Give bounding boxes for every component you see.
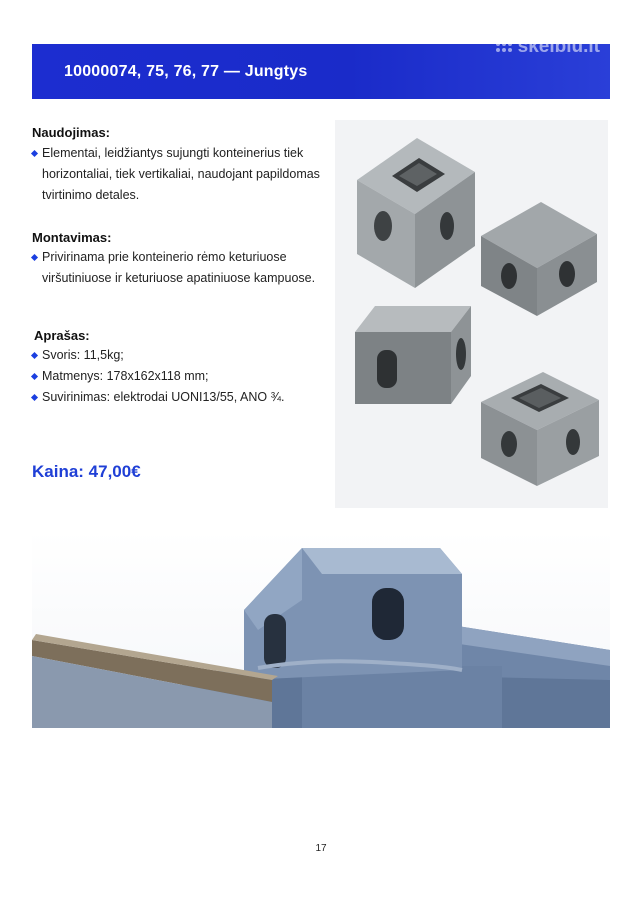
corner-casting-4 bbox=[481, 372, 599, 486]
corner-casting-1 bbox=[357, 138, 475, 288]
mounting-list bbox=[32, 247, 332, 289]
description-heading: Aprašas: bbox=[34, 328, 90, 343]
list-item: Matmenys: 178x162x118 mm; bbox=[32, 366, 332, 387]
watermark-logo-icon bbox=[496, 42, 512, 52]
page-number: 17 bbox=[315, 843, 327, 854]
product-image bbox=[335, 120, 608, 508]
list-item: Privirinama prie konteinerio rėmo keturiuose viršutiniuose ir keturiuose apatiniuose kampuose. bbox=[32, 247, 332, 289]
watermark-text: skelbiu.lt bbox=[517, 36, 600, 57]
installation-photo bbox=[32, 530, 610, 728]
corner-castings-illustration bbox=[335, 120, 608, 508]
usage-heading: Naudojimas: bbox=[32, 125, 111, 140]
header-banner bbox=[32, 36, 610, 99]
mounting-heading: Montavimas: bbox=[32, 230, 112, 245]
watermark bbox=[496, 36, 600, 58]
usage-list bbox=[32, 143, 332, 206]
price: Kaina: 47,00€ bbox=[32, 462, 141, 481]
description-list bbox=[32, 345, 332, 408]
corner-casting-3 bbox=[355, 306, 471, 404]
list-item: Elementai, leidžiantys sujungti konteinerius tiek horizontaliai, tiek vertikaliai, naudojant papildomas tvirtinimo detales. bbox=[32, 143, 332, 206]
installed-casting-illustration bbox=[32, 530, 610, 728]
corner-casting-2 bbox=[481, 202, 597, 316]
list-item: Suvirinimas: elektrodai UONI13/55, ANO ¾. bbox=[32, 387, 332, 408]
page-title: 10000074, 75, 76, 77 — Jungtys bbox=[64, 63, 308, 80]
list-item: Svoris: 11,5kg; bbox=[32, 345, 332, 366]
